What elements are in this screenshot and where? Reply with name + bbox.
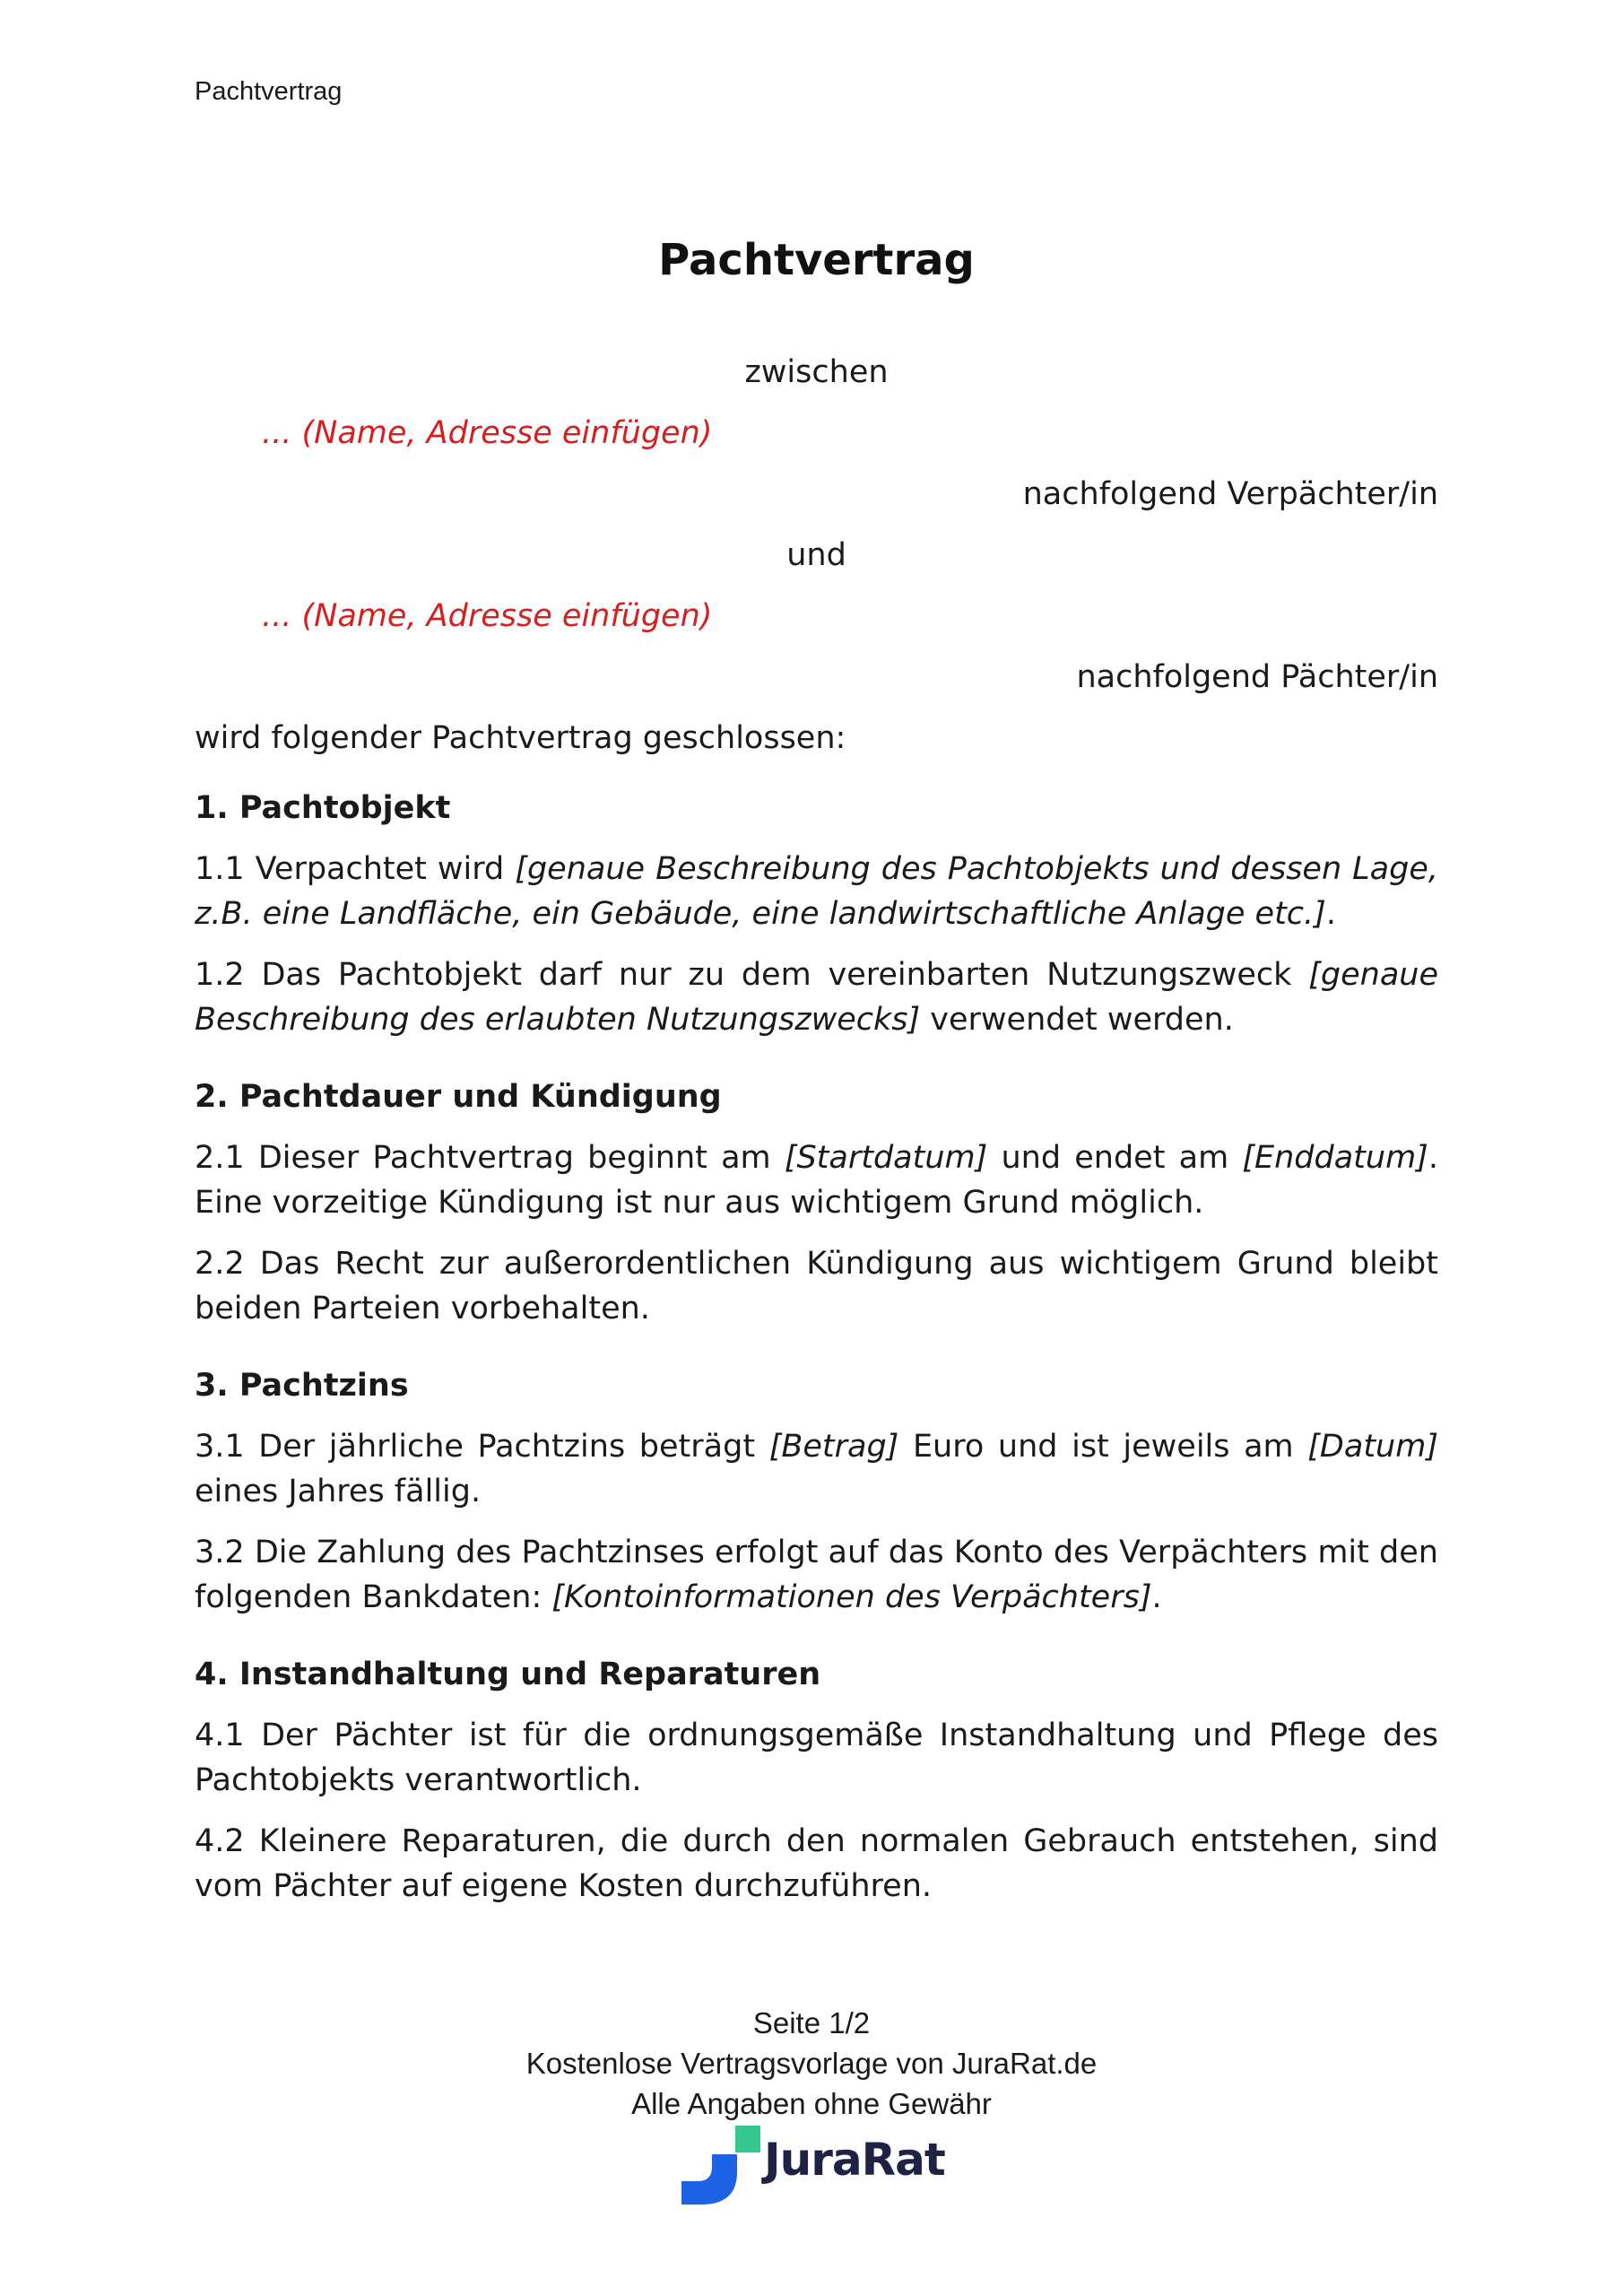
page-number: Seite 1/2 xyxy=(752,2006,871,2039)
logo-wordmark: JuraRat xyxy=(764,2134,945,2186)
footer-source: Kostenlose Vertragsvorlage von JuraRat.de xyxy=(525,2047,1098,2080)
clause-4-2: 4.2 Kleinere Reparaturen, die durch den normalen Gebrauch entstehen, sind vom Pächter auf eigene Kosten durchzuführen. xyxy=(195,1823,1438,1904)
intro-text: wird folgender Pachtvertrag geschlossen: xyxy=(195,720,846,756)
clause-placeholder: [Kontoinformationen des Verpächters] xyxy=(551,1579,1152,1615)
clause-text: 3.2 Die Zahlung des Pachtzinses erfolgt auf das Konto des Verpächters mit den folgenden Bankdaten: xyxy=(195,1535,1438,1615)
clause-text: 1.1 Verpachtet wird xyxy=(195,851,516,887)
footer-disclaimer: Alle Angaben ohne Gewähr xyxy=(631,2087,992,2120)
clause-text: 3.1 Der jährliche Pachtzins beträgt xyxy=(195,1429,769,1465)
clause-2-1 xyxy=(195,1135,1438,1225)
clause-text: Euro und ist jeweils am xyxy=(898,1429,1308,1465)
page-footer xyxy=(0,2003,1623,2124)
section-heading-pachtobjekt: 1. Pachtobjekt xyxy=(195,790,451,826)
clause-4-1: 4.1 Der Pächter ist für die ordnungsgemäße Instandhaltung und Pflege des Pachtobjekts verantwortlich. xyxy=(195,1718,1438,1798)
contract-document xyxy=(195,233,1438,1925)
clause-2-2: 2.2 Das Recht zur außerordentlichen Kündigung aus wichtigem Grund bleibt beiden Parteien vorbehalten. xyxy=(195,1246,1438,1326)
jurarat-logo xyxy=(681,2126,950,2206)
party1-placeholder: ... (Name, Adresse einfügen) xyxy=(262,415,713,451)
party2-placeholder: ... (Name, Adresse einfügen) xyxy=(262,598,713,634)
clause-text: . xyxy=(1325,896,1336,932)
clause-3-2 xyxy=(195,1530,1438,1620)
clause-text: und endet am xyxy=(987,1140,1243,1176)
between-label: zwischen xyxy=(744,354,889,390)
jurarat-logo-mark-icon xyxy=(681,2126,762,2206)
clause-1-2 xyxy=(195,952,1438,1042)
section-heading-pachtzins: 3. Pachtzins xyxy=(195,1368,409,1404)
section-heading-instandhaltung: 4. Instandhaltung und Reparaturen xyxy=(195,1657,821,1692)
clause-placeholder: [Betrag] xyxy=(768,1429,899,1465)
clause-placeholder: [Startdatum] xyxy=(784,1140,988,1176)
clause-text: . xyxy=(1151,1579,1162,1615)
clause-placeholder: [Enddatum] xyxy=(1242,1140,1428,1176)
section-heading-pachtdauer: 2. Pachtdauer und Kündigung xyxy=(195,1079,722,1115)
clause-text: verwendet werden. xyxy=(920,1002,1234,1038)
and-label: und xyxy=(786,537,846,573)
clause-text: eines Jahres fällig. xyxy=(195,1474,482,1509)
running-header-title: Pachtvertrag xyxy=(195,77,343,106)
clause-text: 2.1 Dieser Pachtvertrag beginnt am xyxy=(195,1140,785,1176)
clause-text: . Eine vorzeitige Kündigung ist nur aus wichtigem Grund möglich. xyxy=(195,1140,1438,1221)
clause-text: 1.2 Das Pachtobjekt darf nur zu dem vereinbarten Nutzungszweck xyxy=(195,957,1309,993)
document-title: Pachtvertrag xyxy=(658,235,975,285)
clause-1-1 xyxy=(195,847,1438,936)
party1-role: nachfolgend Verpächter/in xyxy=(1022,476,1438,512)
clause-3-1 xyxy=(195,1424,1438,1514)
clause-placeholder: [genaue Beschreibung des erlaubten Nutzungszwecks] xyxy=(195,957,1438,1038)
clause-placeholder: [Datum] xyxy=(1307,1429,1438,1465)
party2-role: nachfolgend Pächter/in xyxy=(1076,659,1438,695)
clause-placeholder: [genaue Beschreibung des Pachtobjekts und dessen Lage, z.B. eine Landfläche, ein Gebäude, eine landwirtschaftliche Anlage etc.] xyxy=(195,851,1438,932)
